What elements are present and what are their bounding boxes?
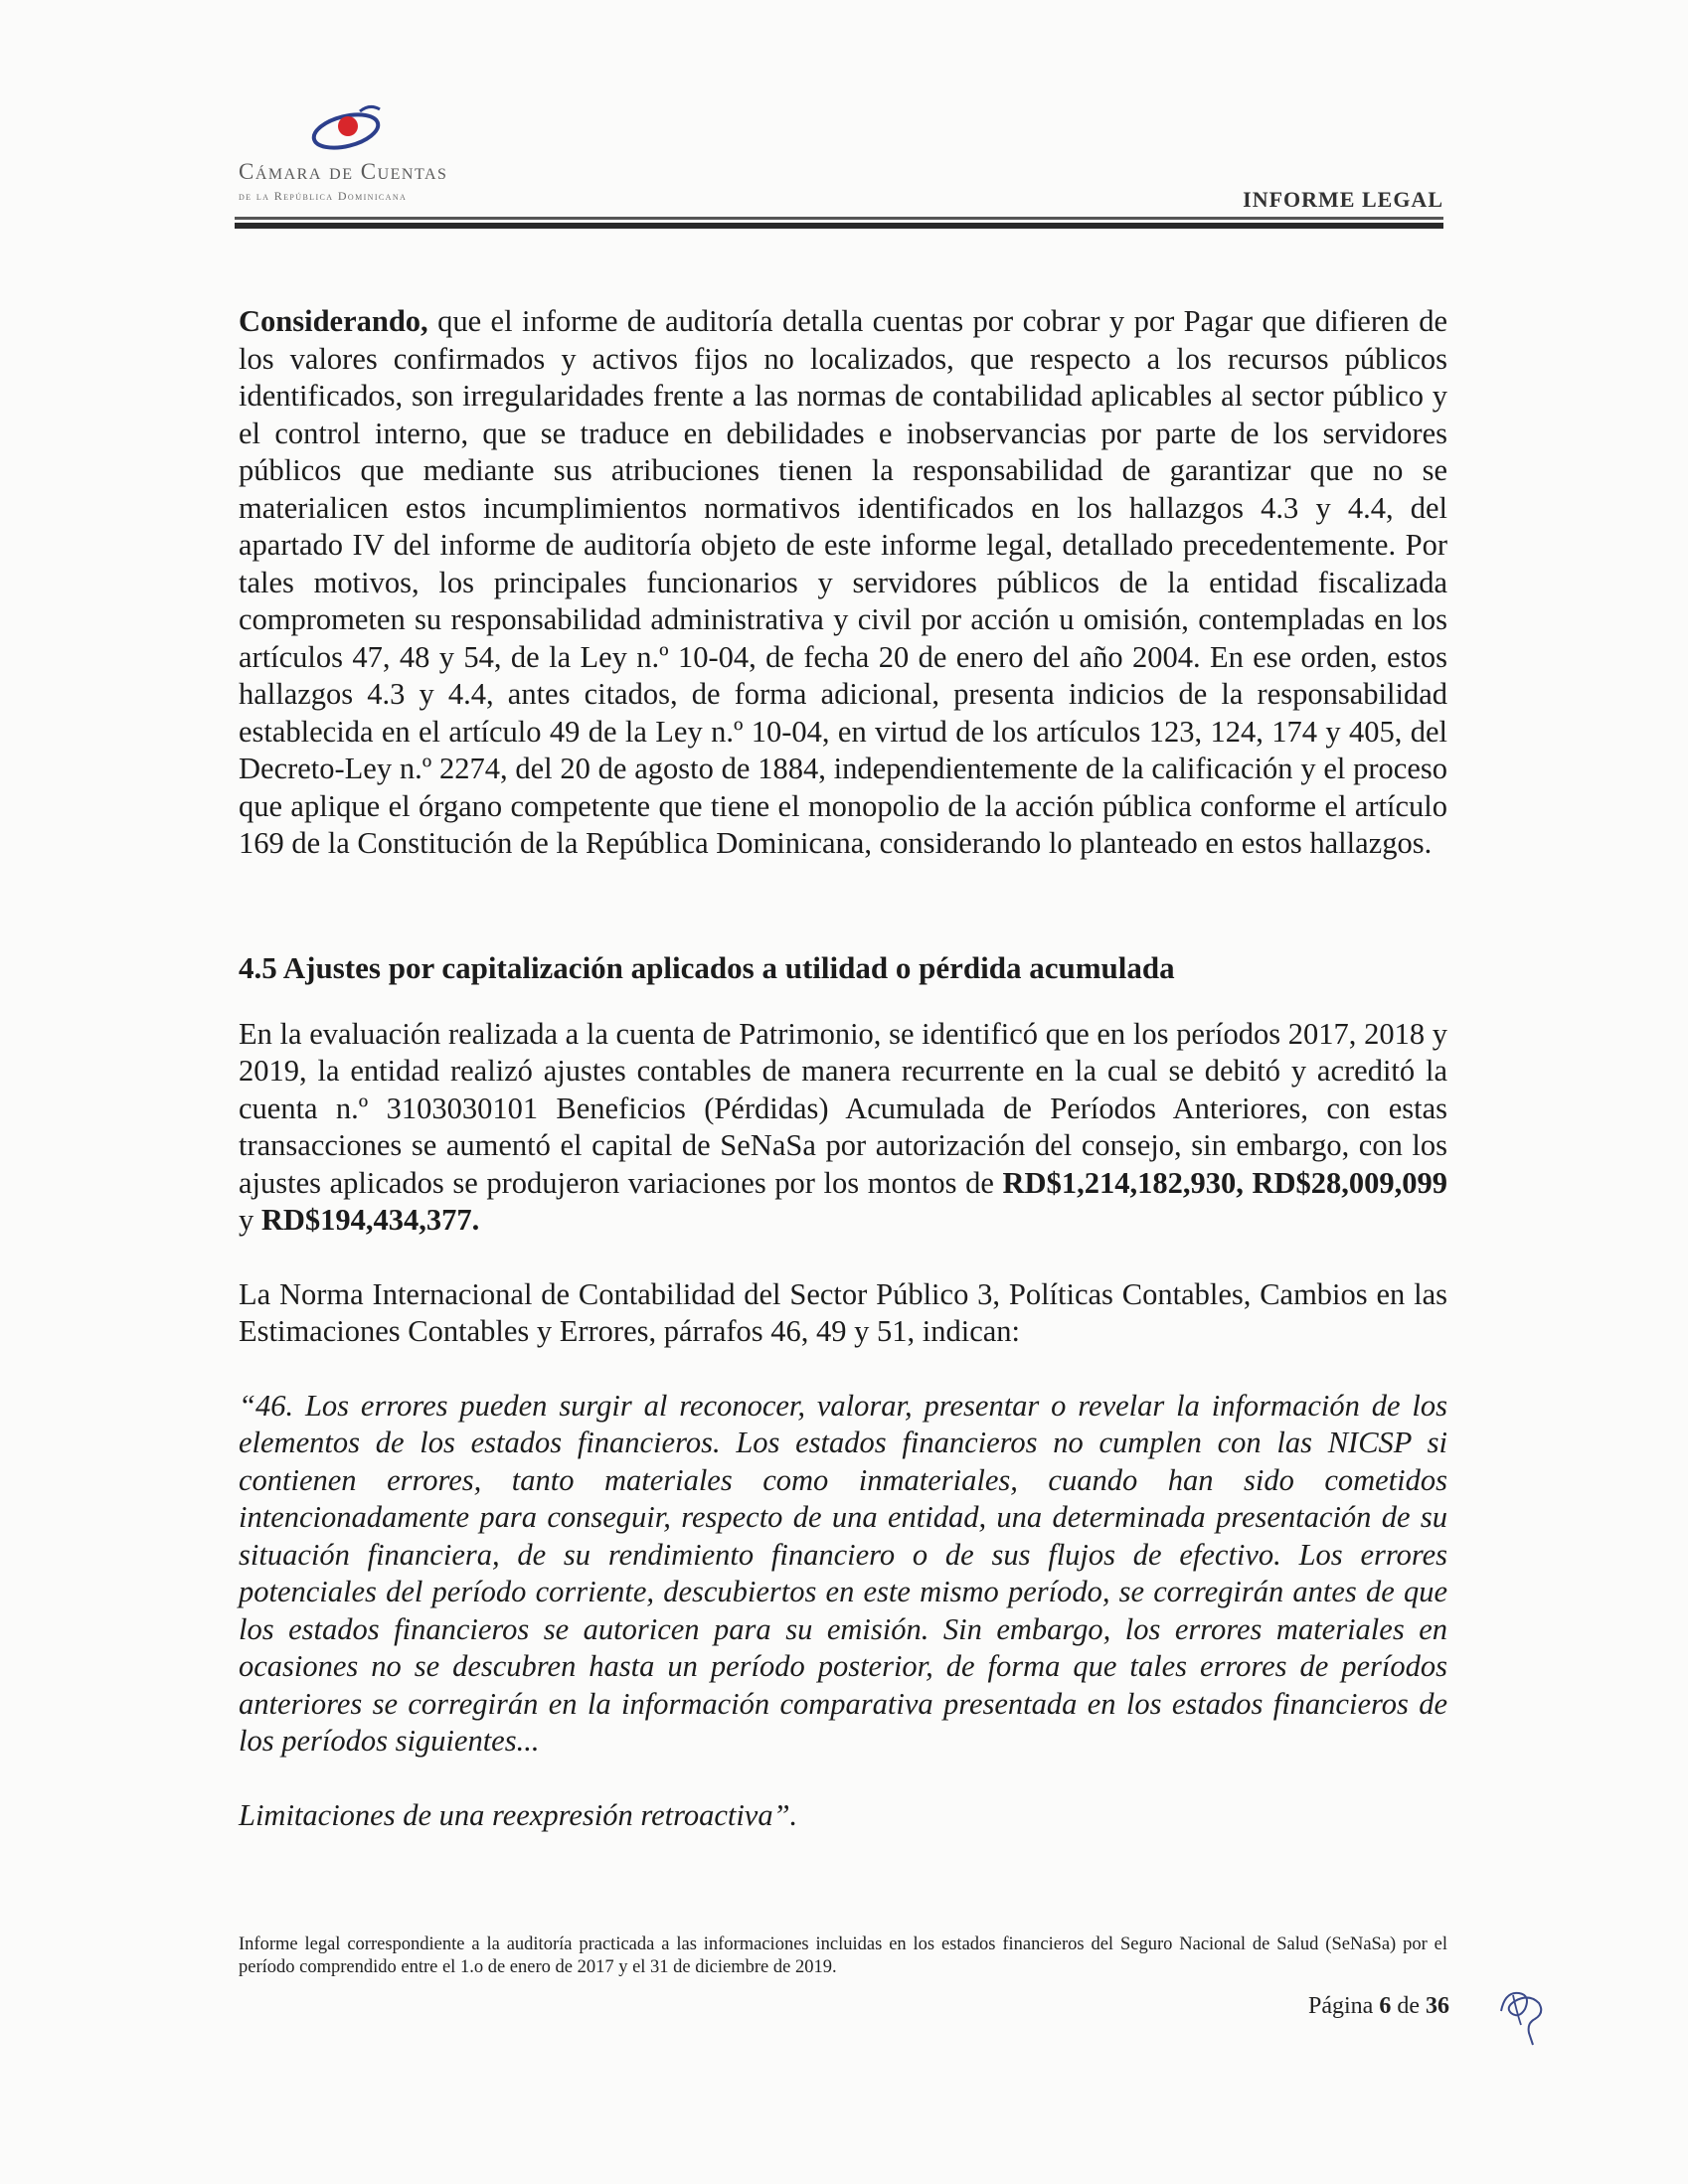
document-body [239, 303, 1447, 1834]
document-type-label: INFORME LEGAL [1243, 187, 1443, 212]
limitaciones-line: Limitaciones de una reexpresión retroactiva”. [239, 1797, 798, 1832]
norma-paragraph: La Norma Internacional de Contabilidad del Sector Público 3, Políticas Contables, Cambios en las Estimaciones Contables y Errores, párrafos 46, 49 y 51, indican: [239, 1276, 1447, 1348]
evaluation-text: En la evaluación realizada a la cuenta de Patrimonio, se identificó que en los períodos 2017, 2018 y 2019, la entidad realizó ajustes contables de manera recurrente en la cual se debitó y acreditó la cuenta n.º 3103030101 Beneficios (Pérdidas) Acumulada de Períodos Anteriores, con estas transacciones se aumentó el capital de SeNaSa por autorización del consejo, sin embargo, con los ajustes aplicados se produjeron variaciones por los montos de [239, 1016, 1447, 1200]
amount-3: RD$194,434,377. [260, 1203, 480, 1237]
considerando-paragraph [239, 303, 1447, 863]
considerando-text: que el informe de auditoría detalla cuentas por cobrar y por Pagar que difieren de los valores confirmados y activos fijos no localizados, que respecto a los recursos públicos identificados, son irregularidades frente a las normas de contabilidad aplicables al sector público y el control interno, que se traduce en debilidades e inobservancias por parte de los servidores públicos que mediante sus atribuciones tienen la responsabilidad de garantizar que no se materialicen estos incumplimientos normativos identificados en los hallazgos 4.3 y 4.4, del apartado IV del informe de auditoría objeto de este informe legal, detallado precedentemente. Por tales motivos, los principales funcionarios y servidores públicos de la entidad fiscalizada comprometen su responsabilidad administrativa y civil por acción u omisión, contempladas en los artículos 47, 48 y 54, de la Ley n.º 10-04, de fecha 20 de enero del año 2004. En ese orden, estos hallazgos 4.3 y 4.4, antes citados, de forma adicional, presenta indicios de la responsabilidad establecida en el artículo 49 de la Ley n.º 10-04, en virtud de los artículos 123, 124, 174 y 405, del Decreto-Ley n.º 2274, del 20 de agosto de 1884, independientemente de la calificación y el proceso que aplique el órgano competente que tiene el monopolio de la acción pública conforme el artículo 169 de la Constitución de la República Dominicana, considerando lo planteado en estos hallazgos. [239, 304, 1447, 860]
considerando-lead: Considerando, [239, 304, 428, 338]
page-current: 6 [1379, 1993, 1392, 2019]
amount-separator-1: , [1236, 1165, 1253, 1200]
section-heading: 4.5 Ajustes por capitalización aplicados a utilidad o pérdida acumulada [239, 949, 1175, 985]
camara-de-cuentas-logo [298, 99, 398, 159]
initials-signature-icon [1491, 1973, 1551, 2048]
amount-1: RD$1,214,182,930 [1002, 1165, 1237, 1200]
page-number [1308, 1993, 1449, 2020]
page-of: de [1397, 1993, 1420, 2019]
page-total: 36 [1426, 1993, 1449, 2019]
evaluation-paragraph [239, 1016, 1447, 1240]
amount-2: RD$28,009,099 [1252, 1165, 1448, 1200]
quoted-paragraph-46: “46. Los errores pueden surgir al reconocer, valorar, presentar o revelar la información de los elementos de los estados financieros. Los estados financieros no cumplen con las NICSP si contienen errores, tanto materiales como inmateriales, cuando han sido cometidos intencionadamente para conseguir, respecto de una entidad, una determinada presentación de su situación financiera, de su rendimiento financiero o de sus flujos de efectivo. Los errores potenciales del período corriente, descubiertos en este mismo período, se corregirán antes de que los estados financieros se autoricen para su emisión. Sin embargo, los errores materiales en ocasiones no se descubren hasta un período posterior, de forma que tales errores de períodos anteriores se corregirán en la información comparativa presentada en los estados financieros de los períodos siguientes... [239, 1388, 1447, 1758]
org-subtitle: de la República Dominicana [239, 189, 408, 203]
page-word: Página [1308, 1993, 1374, 2019]
org-name: Cámara de Cuentas [239, 159, 448, 184]
amount-separator-2: y [239, 1203, 261, 1237]
header-rule-thin [235, 217, 1443, 220]
header-rule-thick [235, 223, 1443, 229]
footer-note: Informe legal correspondiente a la auditoría practicada a las informaciones incluidas en los estados financieros del Seguro Nacional de Salud (SeNaSa) por el período comprendido entre el 1.o de enero de 2017 y el 31 de diciembre de 2019. [239, 1934, 1447, 1977]
